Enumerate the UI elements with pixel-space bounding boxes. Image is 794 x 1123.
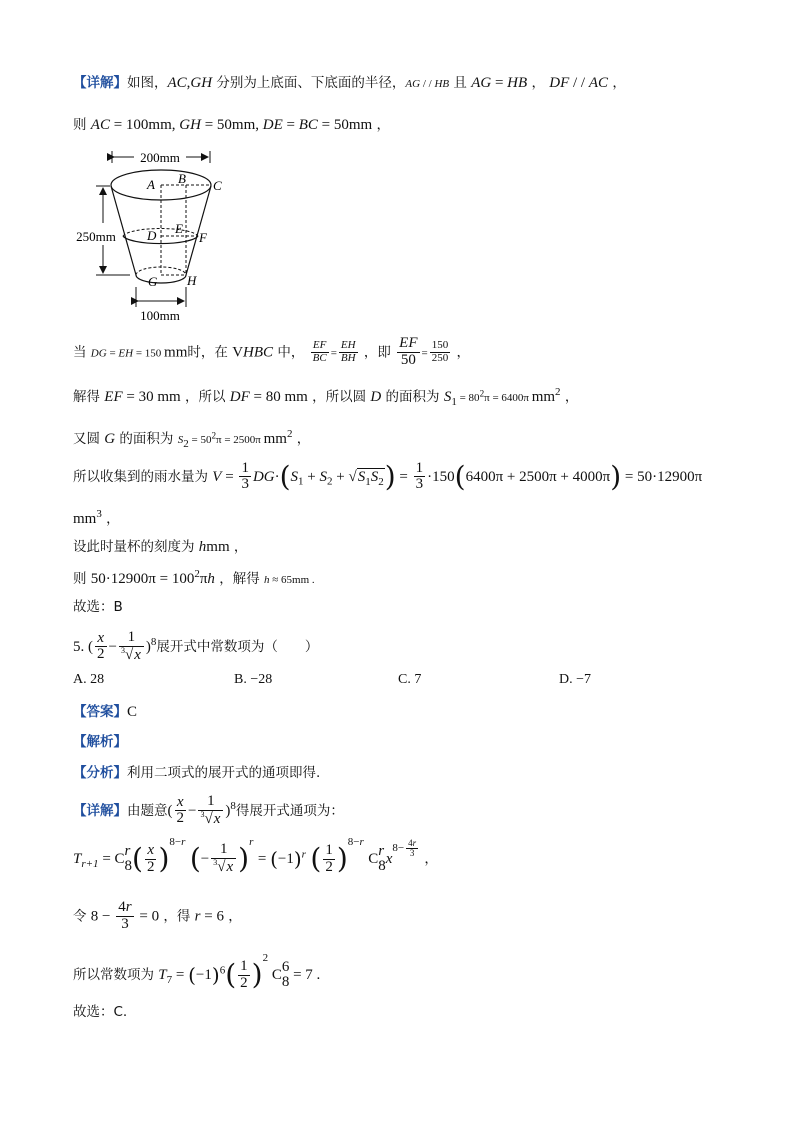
detail-line-4: 解得 EF = 30 mm ，所以 DF = 80 mm ，所以圆 D 的面积为 $S_1 = 80^2\pi = 6400\pi$ $mm^2$ ， (73, 386, 579, 408)
height-dimension-label: 250mm (76, 229, 116, 244)
option-d[interactable]: D. −7 (559, 672, 592, 687)
label-e: E (175, 221, 183, 236)
answer-line (73, 703, 137, 721)
conclusion-b: 故选：B (73, 599, 123, 615)
detail-line-7: $mm^3$ ， (73, 508, 120, 527)
option-a[interactable]: A. 28 (73, 672, 105, 687)
option-c[interactable]: C. 7 (398, 672, 422, 687)
detail-line-6: 所以收集到的雨水量为 V = $\frac{1}{3}$ $DG\cdot(S_1 + S_2 + √S_1S_2)$ = $\frac{1}{3}$ ·150(6400π + 2500π + 4000π) = 50·12900π (73, 459, 703, 493)
analysis-text: 利用二项式的展开式的通项即得. (127, 765, 321, 781)
analysis-sub-line (73, 765, 320, 782)
label-h: H (187, 273, 197, 288)
detail-tag-2: 【详解】 (73, 802, 127, 819)
detail-tag: 【详解】 (73, 75, 127, 91)
answer-tag: 【答案】 (73, 704, 127, 720)
label-d: D (147, 228, 157, 243)
detail-2-line: 【详解】由题意( $\frac{x}{2}$ − $\frac{1}{^3√x}$ )$^8$得展开式通项为： (73, 793, 344, 827)
analysis-sub-tag: 【分析】 (73, 765, 127, 781)
analysis-line (73, 734, 127, 751)
label-f: F (199, 230, 207, 245)
label-g: G (148, 274, 158, 289)
question-5: 5. ( $\frac{x}{2}$ − $\frac{1}{^3√x}$ )$^8$展开式中常数项为（ ） (73, 629, 319, 663)
bottom-dimension-label: 100mm (140, 308, 180, 323)
answer-value: C (127, 704, 138, 720)
analysis-tag: 【解析】 (73, 734, 127, 750)
detail-line-2: 则 AC = 100mm, GH = 50mm, DE = BC = 50mm ， (73, 117, 390, 133)
detail-line-1: 【详解】如图，AC,GH 分别为上底面、下底面的半径，AG / / HB 且 AG = HB ， DF / / AC ， (73, 75, 626, 91)
label-c: C (213, 178, 222, 193)
set-zero-line: 令 8 − $\frac{4r}{3}$ = 0 ，得 r = 6 ， (73, 899, 242, 932)
detail-line-9: 则 $50\cdot 12900\pi = 100^2\pi h$ ，解得 h ≈ 65mm . (73, 568, 315, 587)
detail-line-5: 又圆 G 的面积为 $S_2 = 50^2\pi = 2500\pi$ $mm^2$ ， (73, 428, 311, 450)
frustum-figure (70, 145, 240, 325)
label-b: B (178, 171, 186, 186)
top-dimension-label: 200mm (140, 150, 180, 165)
label-a: A (147, 177, 155, 192)
option-b[interactable]: B. −28 (234, 672, 273, 687)
final-answer: 故选：C. (73, 1004, 128, 1020)
constant-term-line: 所以常数项为 $T_7 = (-1)^6$( $\frac{1}{2}$ )$^2$ C 6 8 = 7 . (73, 952, 321, 992)
general-term: $T_{r+1} = C$ r 8 ( $\frac{x}{2}$ )$^{8-r}$ (− $\frac{1}{^3√x}$ )$^r = (-1)^r$ ( $\frac{1}{2}$ )$^{8-r}$ C r 8 $x^{8- \frac{4r}{3}}$ ， (73, 836, 438, 876)
detail-line-3: 当 DG = EH = 150 mm时，在 VHBC 中， $\frac{EF}{BC}$ = $\frac{EH}{BH}$ ，即 $\frac{EF}{50}$ = $\frac{150}{250}$ ， (73, 335, 471, 368)
detail-line-8: 设此时量杯的刻度为 hmm ， (73, 539, 248, 555)
